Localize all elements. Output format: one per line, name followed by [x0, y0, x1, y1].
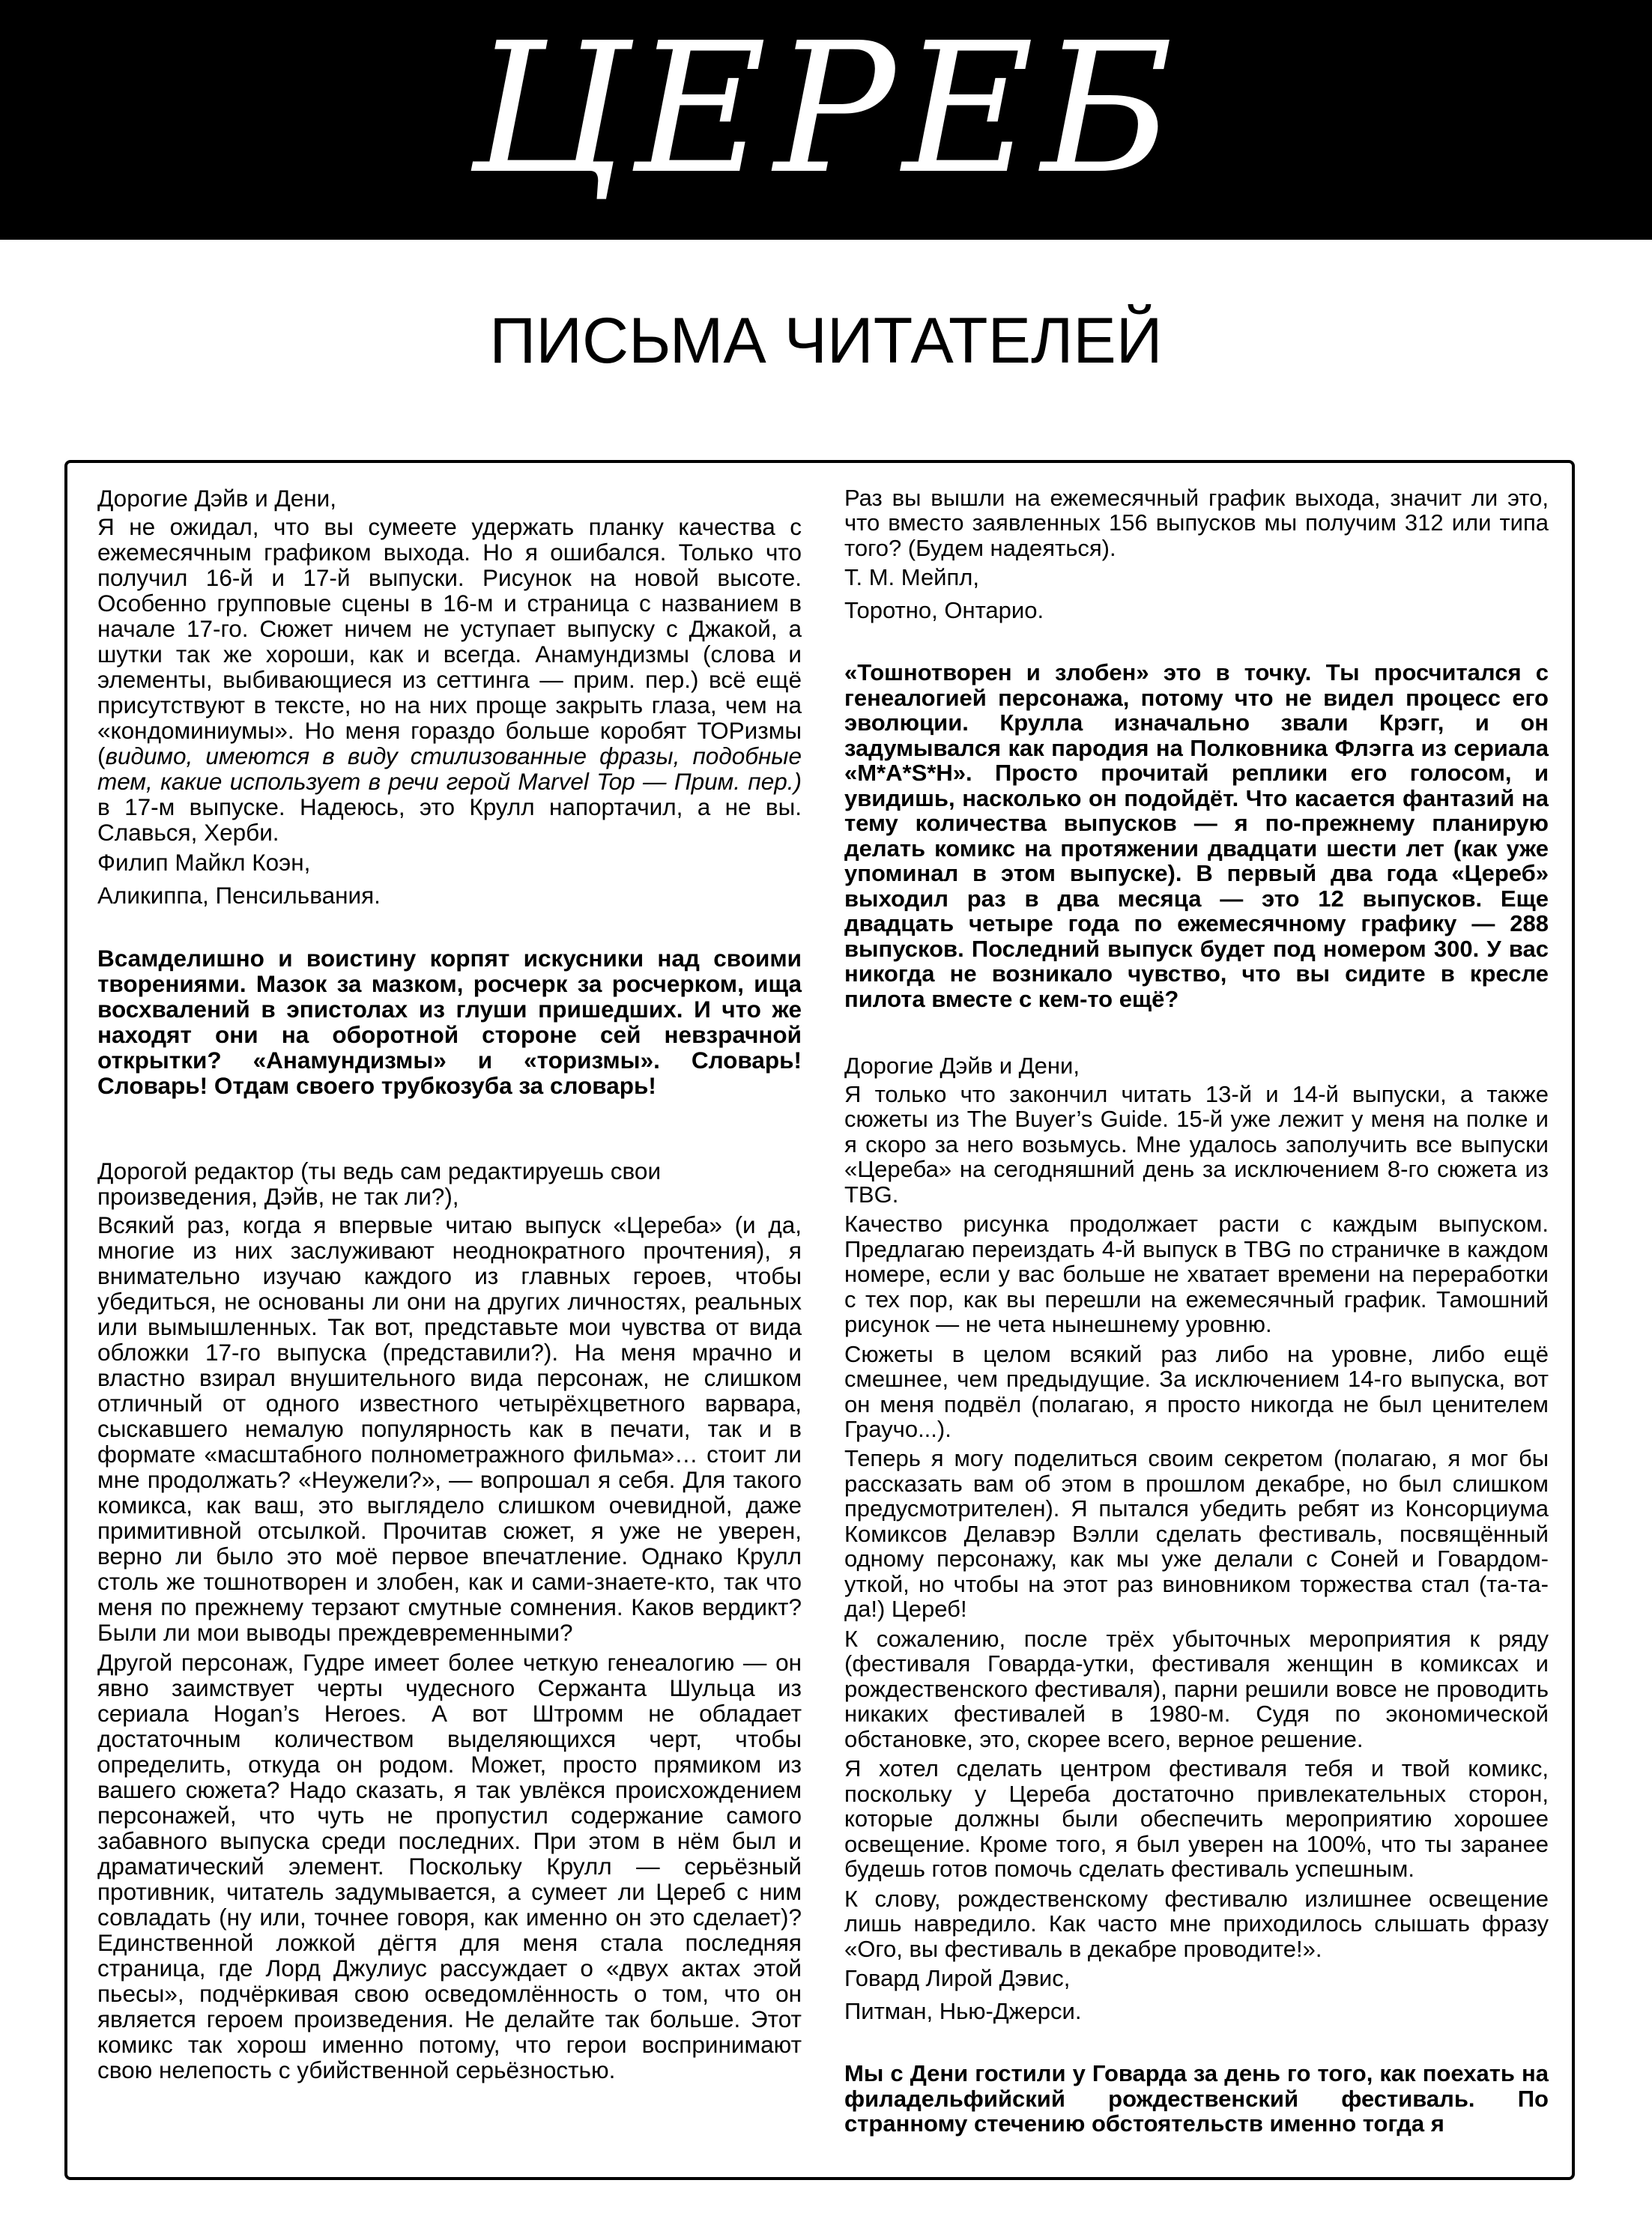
letter-body-text: Я не ожидал, что вы сумеете удержать планку качества с ежемесячным графиком выхода. Но я ошибался. Только что получил 16-й и 17-й выпуски. Рисунок на новой высоте. Особенно групповые сцены в 16-м и страница с названием в начале 17-го. Сюжет ничем не уступает выпуску с Джакой, а шутки так же хороши, как и всегда. Анамундизмы (слова и элементы, выбивающиеся из сеттинга — прим. пер.) всё ещё присутствуют в тексте, но на них проще закрыть глаза, чем на «кондоминиумы». Но меня гораздо больше коробят ТОРизмы (	[97, 513, 802, 769]
right-column	[844, 485, 1549, 2150]
letter-paragraph: Всякий раз, когда я впервые читаю выпуск «Цереба» (и да, многие из них заслуживают неоднократного прочтения), я внимательно изучаю каждого из главных героев, чтобы убедиться, не основаны ли они на других личностях, реальных или вымышленных. Так вот, представьте мои чувства от вида обложки 17-го выпуска (представили?). На меня мрачно и властно взирал внушительного вида персонаж, не слишком отличный от одного известного четырёхцветного варвара, сыскавшего немалую популярность как в печати, так и в формате «масштабного полнометражного фильма»… стоит ли мне продолжать? «Неужели?», — вопрошал я себя. Для такого комикса, как ваш, это выглядело слишком очевидной, даже примитивной отсылкой. Прочитав сюжет, я уже не уверен, верно ли было это моё первое впечатление. Однако Крулл столь же тошнотворен и злобен, как и сами-знаете-кто, так что меня по прежнему терзают смутные сомнения. Каков вердикт? Были ли мои выводы преждевременными?	[97, 1211, 802, 1646]
cerebus-logo: ЦЕРЕБ	[471, 4, 1181, 214]
letter-signature-place: Аликиппа, Пенсильвания.	[97, 882, 381, 909]
letter-signature-name: Т. М. Мейпл,	[844, 564, 979, 591]
translator-note: видимо, имеются в виду стилизованные фразы, подобные тем, какие использует в речи герой Marvel Top — Прим. пер.)	[97, 742, 802, 795]
letter-paragraph: Сюжеты в целом всякий раз либо на уровне, либо ещё смешнее, чем предыдущие. За исключением 14-го выпуска, вот он меня подвёл (полагаю, я просто никогда не был ценителем Граучо...).	[844, 1340, 1549, 1442]
letter-signature-place: Питман, Нью-Джерси.	[844, 1997, 1082, 2024]
left-column	[97, 485, 802, 2143]
letter-body-text: в 17-м выпуске. Надеюсь, это Крулл напортачил, а не вы. Славься, Херби.	[97, 793, 802, 846]
masthead-banner	[0, 0, 1652, 240]
letter-signature-name: Говард Лирой Дэвис,	[844, 1965, 1071, 1992]
editor-reply: Всамделишно и воистину корпят искусники над своими творениями. Мазок за мазком, росчерк за росчерком, ища восхвалений в эпистолах из глуши пришедших. И что же находят они на оборотной стороне сей невзрачной открытки? «Анамундизмы» и «торизмы». Словарь! Словарь! Отдам своего трубкозуба за словарь!	[97, 945, 802, 1099]
letter-paragraph: Качество рисунка продолжает расти с каждым выпуском. Предлагаю переиздать 4-й выпуск в TBG по страничке в каждом номере, если у вас больше не хватает времени на переработки с тех пор, как вы перешли на ежемесячный график. Тамошний рисунок — не чета нынешнему уровню.	[844, 1211, 1549, 1338]
letter-salutation: Дорогие Дэйв и Дени,	[97, 485, 337, 512]
editor-reply: «Тошнотворен и злобен» это в точку. Ты просчитался с генеалогией персонажа, потому что не видел процесс его эволюции. Крулла изначально звали Крэгг, и он задумывался как пародия на Полковника Флэгга из сериала «M*A*S*H». Просто прочитай реплики его голосом, и увидишь, насколько он подойдёт. Что касается фантазий на тему количества выпусков — я по-прежнему планирую делать комикс на протяжении двадцати шести лет (как уже упоминал в этом выпуске). В первый два года «Цереб» выходил раз в два месяца — это 12 выпусков. Еще двадцать четыре года по ежемесячному графику — 288 выпусков. Последний выпуск будет под номером 300. У вас никогда не возникало чувство, что вы сидите в кресле пилота вместе с кем-то ещё?	[844, 659, 1549, 1012]
letter-signature-place: Торотно, Онтарио.	[844, 596, 1044, 623]
letter-salutation: Дорогие Дэйв и Дени,	[844, 1053, 1080, 1080]
page-title: ПИСЬМА ЧИТАТЕЛЕЙ	[489, 305, 1163, 377]
editor-reply: Мы с Дени гостили у Говарда за день го того, как поехать на филадельфийский рождественский фестиваль. По странному стечению обстоятельств именно тогда я	[844, 2060, 1549, 2137]
letter-signature-name: Филип Майкл Коэн,	[97, 849, 311, 876]
letter-paragraph: Я хотел сделать центром фестиваля тебя и твой комикс, поскольку у Цереба достаточно привлекательных сторон, которые должны были обеспечить мероприятию хорошее освещение. Кроме того, я был уверен на 100%, что ты заранее будешь готов помочь сделать фестиваль успешным.	[844, 1755, 1549, 1883]
letter-body	[97, 514, 802, 845]
letter-salutation: Дорогой редактор (ты ведь сам редактируешь свои произведения, Дэйв, не так ли?),	[97, 1157, 662, 1210]
letter-paragraph: Теперь я могу поделиться своим секретом (полагаю, я мог бы рассказать вам об этом в прошлом декабре, но был слишком предусмотрителен). Я пытался убедить ребят из Консорциума Комиксов Делавэр Вэлли сделать фестиваль, посвящённый одному персонажу, как мы уже делали с Соней и Говардом-уткой, но чтобы на этот раз виновником торжества стал (та-та-да!) Цереб!	[844, 1445, 1549, 1623]
letter-paragraph: К слову, рождественскому фестивалю излишнее освещение лишь навредило. Как часто мне приходилось слышать фразу «Ого, вы фестиваль в декабре проводите!».	[844, 1885, 1549, 1962]
letter-paragraph: Другой персонаж, Гудре имеет более четкую генеалогию — он явно заимствует черты чудесного Сержанта Шульца из сериала Hogan’s Heroes. А вот Штромм не обладает достаточным количеством выделяющихся черт, чтобы определить, откуда он родом. Может, просто прямиком из вашего сюжета? Надо сказать, я так увлёкся происхождением персонажей, что чуть не пропустил содержание самого забавного выпуска среди последних. При этом в нём был и драматический элемент. Поскольку Крулл — серьёзный противник, читатель задумывается, а сумеет ли Цереб с ним совладать (ну или, точнее говоря, как именно он это сделает)? Единственной ложкой дёгтя для меня стала последняя страница, где Лорд Джулиус рассуждает о «двух актах этой пьесы», подчёркивая свою осведомлённость о том, что он является героем произведения. Не делайте так больше. Этот комикс так хорош именно потому, что герои воспринимают свою нелепость с убийственной серьёзностью.	[97, 1649, 802, 2083]
letter-paragraph: Раз вы вышли на ежемесячный график выхода, значит ли это, что вместо заявленных 156 выпусков мы получим 312 или типа того? (Будем надеяться).	[844, 485, 1549, 561]
letter-paragraph: Я только что закончил читать 13-й и 14-й выпуски, а также сюжеты из The Buyer’s Guide. 15-й уже лежит у меня на полке и я скоро за него возьмусь. Мне удалось заполучить все выпуски «Цереба» на сегодняшний день за исключением 8-го сюжета из TBG.	[844, 1080, 1549, 1208]
letter-paragraph: К сожалению, после трёх убыточных мероприятия к ряду (фестиваля Говарда-утки, фестиваля женщин в комиксах и рождественского фестиваля), парни решили вовсе не проводить никаких фестивалей в 1980-м. Судя по экономической обстановке, это, скорее всего, верное решение.	[844, 1625, 1549, 1752]
